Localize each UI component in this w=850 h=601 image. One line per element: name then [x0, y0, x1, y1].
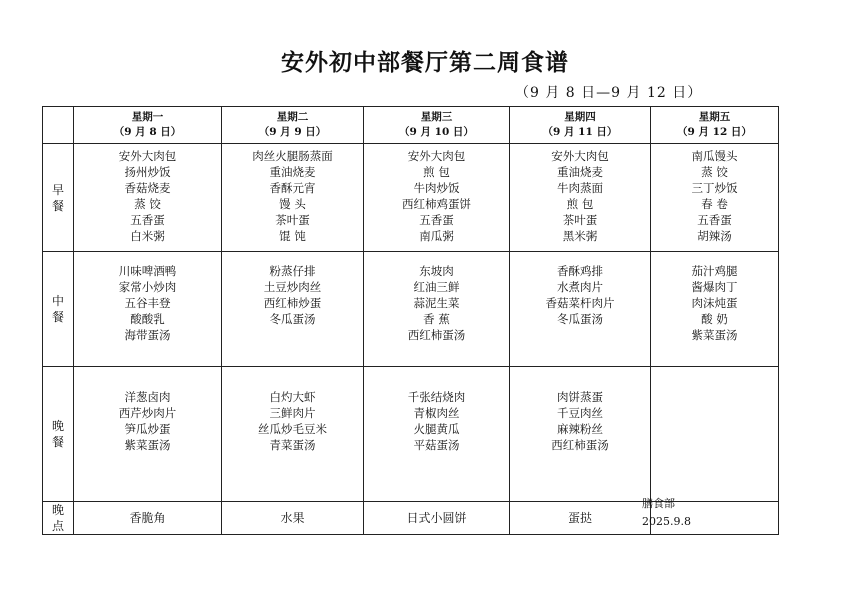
dish-item: 重油烧麦 — [557, 165, 603, 179]
dish-item: 水煮肉片 — [557, 280, 603, 294]
meal-cell — [222, 144, 364, 252]
dish-item: 麻辣粉丝 — [557, 422, 603, 436]
header-row — [43, 107, 779, 144]
day-header — [651, 107, 779, 144]
dish-item: 蒸 饺 — [134, 197, 161, 211]
dish-item: 海带蛋汤 — [124, 328, 171, 342]
breakfast-row — [43, 144, 779, 252]
meal-cell — [364, 367, 510, 502]
meal-cell — [364, 252, 510, 367]
dish-item: 青椒肉丝 — [413, 406, 460, 420]
meal-cell — [222, 252, 364, 367]
dish-item: 香酥元宵 — [269, 181, 316, 195]
day-name: 星期三 — [420, 111, 453, 123]
dish-item: 馒 头 — [279, 197, 306, 211]
dish-item: 茶叶蛋 — [275, 213, 310, 227]
date-range: （9 月 8 日—9 月 12 日） — [515, 85, 703, 101]
dish-item: 丝瓜炒毛豆米 — [258, 422, 327, 436]
dish-item: 平菇蛋汤 — [413, 438, 460, 452]
dish-item: 煎 包 — [566, 197, 594, 211]
meal-cell — [74, 367, 222, 502]
dish-item: 香菇菜杆肉片 — [545, 296, 615, 310]
day-date: （9 月 8 日） — [113, 126, 182, 138]
meal-cell — [74, 252, 222, 367]
meal-cell — [74, 144, 222, 252]
meal-cell — [510, 252, 651, 367]
dish-item: 煎 包 — [423, 165, 450, 179]
dish-item: 紫菜蛋汤 — [124, 438, 171, 452]
dish-item: 三鲜肉片 — [269, 406, 316, 420]
dish-item: 安外大肉包 — [118, 149, 177, 163]
dish-item: 粉蒸仔排 — [269, 264, 316, 278]
day-date: （9 月 10 日） — [399, 126, 474, 138]
dish-item: 洋葱卤肉 — [124, 390, 171, 404]
dish-item: 茶叶蛋 — [562, 213, 598, 227]
dish-item: 肉沫炖蛋 — [691, 296, 738, 310]
day-header — [74, 107, 222, 144]
dish-item: 香酥鸡排 — [557, 264, 603, 278]
dish-item: 西红柿蛋汤 — [407, 328, 466, 342]
dish-item: 蒸 饺 — [701, 165, 728, 179]
footer-date: 2025.9.8 — [642, 515, 691, 528]
dish-item: 酱爆肉丁 — [691, 280, 738, 294]
day-header — [222, 107, 364, 144]
dish-item: 青菜蛋汤 — [269, 438, 316, 452]
dish-item: 香 蕉 — [423, 312, 450, 326]
dish-item: 白米粥 — [130, 229, 165, 243]
meal-cell — [651, 252, 779, 367]
dish-item: 西红柿蛋汤 — [551, 438, 609, 452]
dish-item: 家常小炒肉 — [118, 280, 177, 294]
meal-cell — [510, 144, 651, 252]
meal-label: 中 餐 — [43, 252, 74, 367]
dish-item: 五谷丰登 — [124, 296, 171, 310]
footer-dept: 膳食部 — [642, 497, 675, 510]
dinner-row — [43, 367, 779, 502]
dish-item: 安外大肉包 — [407, 149, 466, 163]
footer — [642, 495, 691, 531]
dish-item: 肉丝火腿肠蒸面 — [252, 149, 333, 163]
day-date: （9 月 12 日） — [677, 126, 752, 138]
snack-cell: 香脆角 — [74, 502, 222, 535]
dish-item: 南瓜粥 — [419, 229, 454, 243]
dish-item: 千豆肉丝 — [557, 406, 603, 420]
dish-item: 川味啤酒鸭 — [118, 264, 177, 278]
dish-item: 冬瓜蛋汤 — [557, 312, 603, 326]
dish-item: 五香蛋 — [419, 213, 454, 227]
meal-label: 晚 餐 — [43, 367, 74, 502]
dish-item: 扬州炒饭 — [124, 165, 171, 179]
meal-label: 早 餐 — [43, 144, 74, 252]
dish-item: 火腿黄瓜 — [413, 422, 460, 436]
dish-item: 五香蛋 — [697, 213, 732, 227]
day-header — [510, 107, 651, 144]
dish-item: 牛肉蒸面 — [557, 181, 603, 195]
dish-item: 肉饼蒸蛋 — [557, 390, 603, 404]
dish-item: 香菇烧麦 — [124, 181, 171, 195]
meal-cell — [364, 144, 510, 252]
day-date: （9 月 11 日） — [542, 126, 618, 138]
snack-cell: 蛋挞 — [510, 502, 651, 535]
dish-item: 笋瓜炒蛋 — [124, 422, 171, 436]
dish-item: 酸 奶 — [701, 312, 728, 326]
snack-cell: 水果 — [222, 502, 364, 535]
page-title: 安外初中部餐厅第二周食谱 — [281, 50, 569, 76]
day-name: 星期二 — [276, 111, 309, 123]
dish-item: 牛肉炒饭 — [413, 181, 460, 195]
day-date: （9 月 9 日） — [258, 126, 327, 138]
dish-item: 西红柿炒蛋 — [263, 296, 322, 310]
meal-label: 晚 点 — [43, 502, 74, 535]
meal-cell — [651, 144, 779, 252]
dish-item: 西芹炒肉片 — [118, 406, 177, 420]
day-header — [364, 107, 510, 144]
dish-item: 冬瓜蛋汤 — [269, 312, 316, 326]
dish-item: 茄汁鸡腿 — [691, 264, 738, 278]
meal-cell — [651, 367, 779, 502]
corner-cell — [43, 107, 74, 144]
dish-item: 土豆炒肉丝 — [263, 280, 322, 294]
day-name: 星期四 — [564, 111, 596, 123]
menu-table — [42, 106, 779, 535]
dish-item: 蒜泥生菜 — [413, 296, 460, 310]
dish-item: 胡辣汤 — [697, 229, 732, 243]
dish-item: 酸酸乳 — [130, 312, 165, 326]
dish-item: 三丁炒饭 — [691, 181, 738, 195]
dish-item: 五香蛋 — [130, 213, 165, 227]
dish-item: 白灼大虾 — [269, 390, 316, 404]
dish-item: 重油烧麦 — [269, 165, 316, 179]
dish-item: 千张结烧肉 — [407, 390, 466, 404]
snack-cell: 日式小圆饼 — [364, 502, 510, 535]
dish-item: 南瓜馒头 — [691, 149, 738, 163]
dish-item: 馄 饨 — [279, 229, 306, 243]
dish-item: 黑米粥 — [562, 229, 598, 243]
dish-item: 红油三鲜 — [413, 280, 460, 294]
day-name: 星期一 — [131, 111, 164, 123]
day-name: 星期五 — [698, 111, 731, 123]
dish-item: 紫菜蛋汤 — [691, 328, 738, 342]
dish-item: 西红柿鸡蛋饼 — [402, 197, 471, 211]
meal-cell — [510, 367, 651, 502]
lunch-row — [43, 252, 779, 367]
dish-item: 春 卷 — [701, 197, 728, 211]
meal-cell — [222, 367, 364, 502]
dish-item: 安外大肉包 — [551, 149, 609, 163]
dish-item: 东坡肉 — [419, 264, 454, 278]
